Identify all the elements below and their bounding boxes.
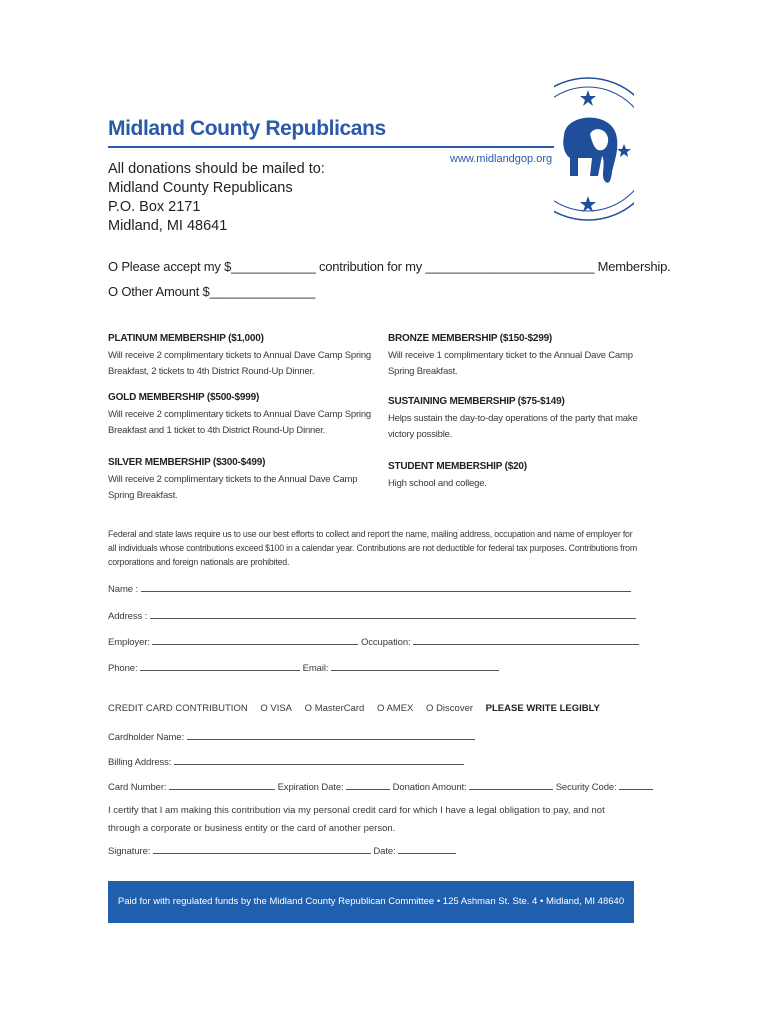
cardholder-line[interactable]	[187, 729, 475, 740]
donation-label: Donation Amount:	[392, 782, 467, 793]
write-legibly-note: PLEASE WRITE LEGIBLY	[485, 703, 600, 714]
signature-row	[108, 843, 456, 857]
address-line[interactable]	[150, 608, 636, 619]
occupation-label: Occupation:	[360, 637, 411, 648]
platinum-membership	[108, 333, 378, 380]
bronze-title: BRONZE MEMBERSHIP ($150-$299)	[388, 333, 553, 344]
date-label: Date:	[373, 846, 396, 857]
mailing-line-2: Midland County Republicans	[108, 180, 293, 196]
phone-line[interactable]	[140, 660, 300, 671]
silver-title: SILVER MEMBERSHIP ($300-$499)	[108, 457, 266, 468]
gold-title: GOLD MEMBERSHIP ($500-$999)	[108, 392, 260, 403]
mailing-line-1: All donations should be mailed to:	[108, 161, 325, 177]
card-number-line[interactable]	[169, 779, 275, 790]
other-amount-option[interactable]: O Other Amount $_______________	[108, 284, 316, 299]
signature-line[interactable]	[153, 843, 371, 854]
cardholder-label: Cardholder Name:	[108, 732, 185, 743]
security-line[interactable]	[619, 779, 653, 790]
name-label: Name :	[108, 584, 139, 595]
platinum-desc: Will receive 2 complimentary tickets to Annual Dave Camp Spring Breakfast, 2 tickets to 4th District Round-Up Dinner.	[108, 350, 372, 377]
platinum-title: PLATINUM MEMBERSHIP ($1,000)	[108, 333, 264, 344]
billing-field[interactable]	[108, 754, 464, 768]
student-desc: High school and college.	[388, 478, 487, 489]
occupation-line[interactable]	[413, 634, 639, 645]
bronze-desc: Will receive 1 complimentary ticket to the Annual Dave Camp Spring Breakfast.	[388, 350, 633, 377]
student-title: STUDENT MEMBERSHIP ($20)	[388, 461, 527, 472]
student-membership	[388, 461, 638, 492]
elephant-logo-icon	[554, 76, 634, 222]
amex-option[interactable]: O AMEX	[376, 703, 414, 714]
employer-line[interactable]	[152, 634, 358, 645]
sustaining-membership	[388, 396, 638, 443]
certification-text: I certify that I am making this contribution via my personal credit card for which I have a legal obligation to pay, and not through a corporate or business entity or the card of another person.	[108, 805, 605, 834]
header-rule	[108, 146, 554, 148]
sustaining-title: SUSTAINING MEMBERSHIP ($75-$149)	[388, 396, 565, 407]
phone-label: Phone:	[108, 663, 138, 674]
visa-option[interactable]: O VISA	[260, 703, 293, 714]
bronze-membership	[388, 333, 638, 380]
expiration-label: Expiration Date:	[277, 782, 344, 793]
employer-label: Employer:	[108, 637, 150, 648]
email-label: Email:	[302, 663, 329, 674]
name-field[interactable]	[108, 581, 631, 595]
billing-line[interactable]	[174, 754, 464, 765]
gold-membership	[108, 392, 378, 439]
mastercard-option[interactable]: O MasterCard	[304, 703, 365, 714]
mailing-line-4: Midland, MI 48641	[108, 218, 228, 234]
paid-for-footer: Paid for with regulated funds by the Midland County Republican Committee • 125 Ashman St. Ste. 4 • Midland, MI 48640	[108, 881, 634, 923]
silver-membership	[108, 457, 378, 504]
credit-card-label: CREDIT CARD CONTRIBUTION	[108, 703, 248, 714]
expiration-line[interactable]	[346, 779, 390, 790]
legal-notice: Federal and state laws require us to use our best efforts to collect and report the name, mailing address, occupation and name of employer for all individuals whose contributions exceed $100 in a calendar year. Contributions are not deductible for federal tax purposes. Contributions from corporations and foreign nationals are prohibited.	[108, 529, 637, 567]
phone-email-row	[108, 660, 499, 674]
org-title: Midland County Republicans	[108, 117, 386, 140]
sustaining-desc: Helps sustain the day-to-day operations of the party that make victory possible.	[388, 413, 638, 440]
donation-line[interactable]	[469, 779, 553, 790]
name-line[interactable]	[141, 581, 631, 592]
address-label: Address :	[108, 611, 148, 622]
cardholder-field[interactable]	[108, 729, 475, 743]
accept-contribution-option[interactable]: O Please accept my $____________ contribution for my ________________________ Membership.	[108, 259, 671, 274]
security-label: Security Code:	[555, 782, 617, 793]
billing-label: Billing Address:	[108, 757, 172, 768]
employer-occupation-row	[108, 634, 639, 648]
date-line[interactable]	[398, 843, 456, 854]
gold-desc: Will receive 2 complimentary tickets to Annual Dave Camp Spring Breakfast and 1 ticket to 4th District Round-Up Dinner.	[108, 409, 372, 436]
website-link[interactable]: www.midlandgop.org	[450, 153, 553, 165]
credit-card-row	[108, 703, 600, 714]
silver-desc: Will receive 2 complimentary tickets to the Annual Dave Camp Spring Breakfast.	[108, 474, 358, 501]
address-field[interactable]	[108, 608, 636, 622]
card-number-label: Card Number:	[108, 782, 167, 793]
card-details-row	[108, 779, 653, 793]
mailing-line-3: P.O. Box 2171	[108, 199, 201, 215]
email-line[interactable]	[331, 660, 499, 671]
signature-label: Signature:	[108, 846, 151, 857]
mailing-address	[108, 160, 325, 236]
discover-option[interactable]: O Discover	[426, 703, 474, 714]
